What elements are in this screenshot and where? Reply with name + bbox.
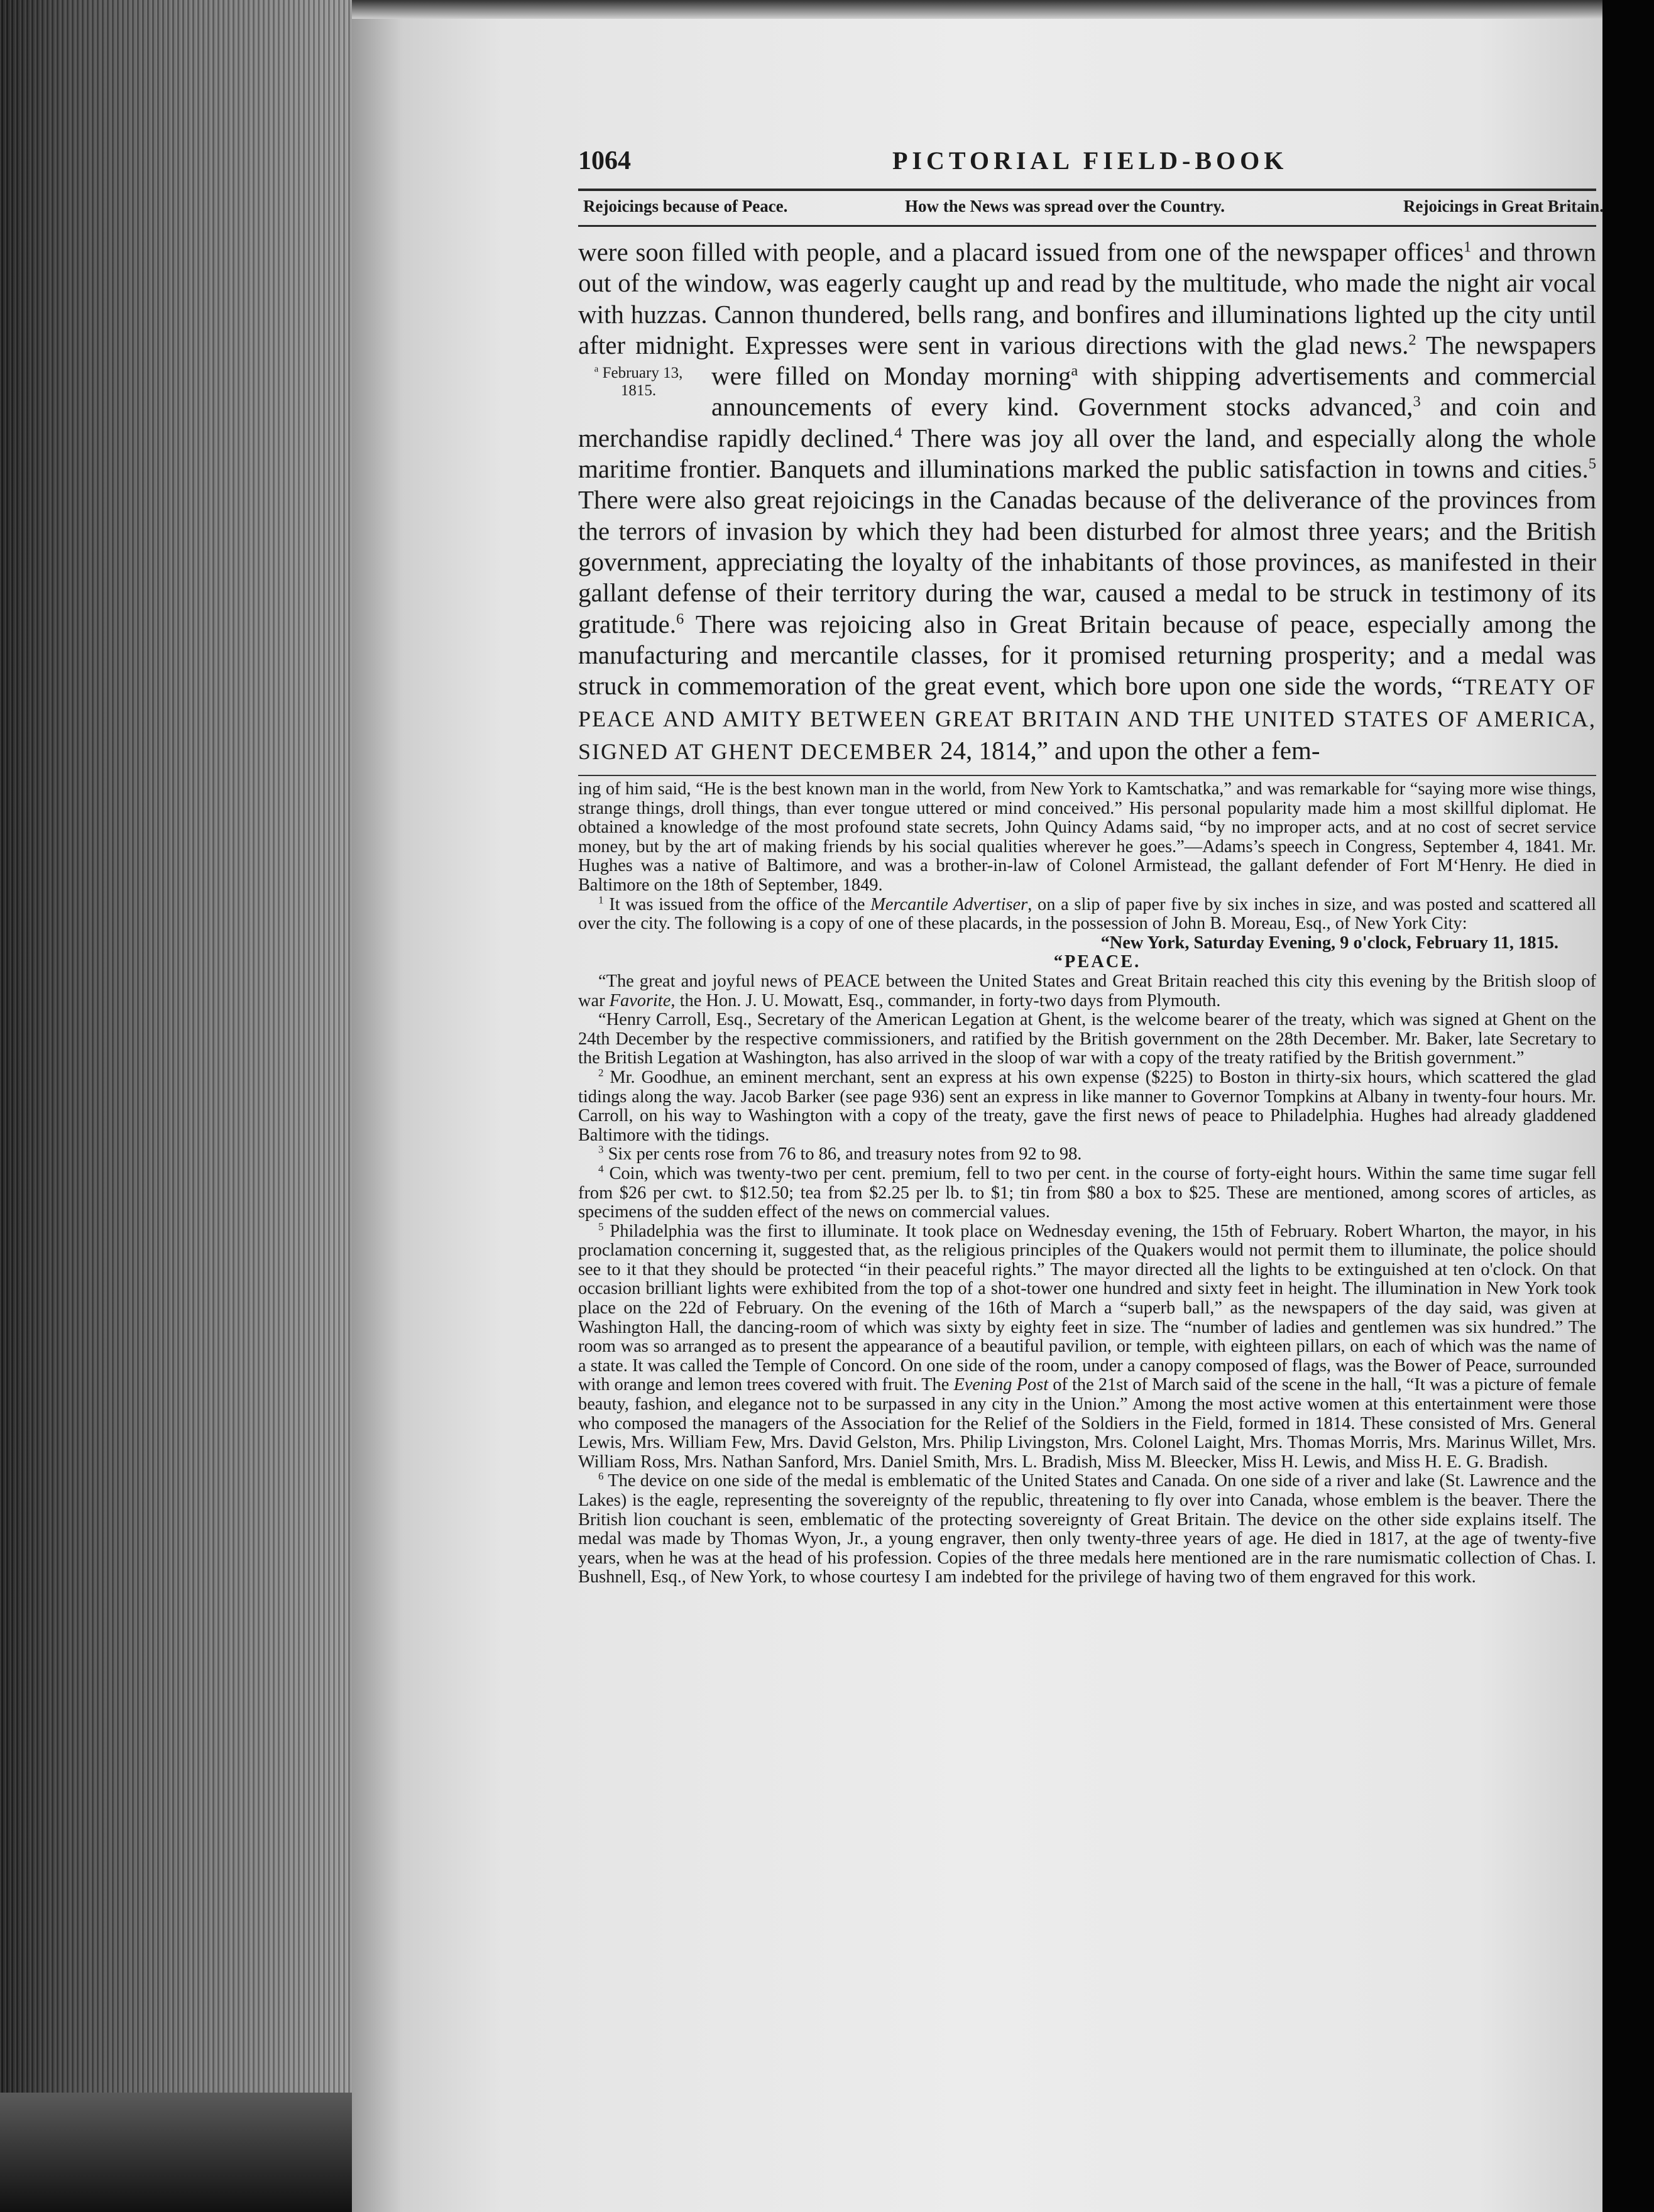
placard-date: “New York, Saturday Evening, 9 o'clock, February 11, 1815.	[1100, 933, 1558, 953]
top-shadow	[352, 0, 1602, 19]
footnote-5: $^5$ Philadelphia was the first to illuminate. It took place on Wednesday evening, the 15th of February. Robert Wharton, the mayor, in his proclamation concerning it, suggested that, as the religious principles of the Quakers would not permit them to illuminate, the police should see to it that they should be protected “in their peaceful rights.” The mayor directed all the lights to be extinguished at ten o'clock. On that occasion brilliant lights were exhibited from the top of a shot-tower one hundred and sixty feet in height. The illumination in New York took place on the 22d of February. On the evening of the 16th of March a “superb ball,” as the newspapers of the day said, was given at Washington Hall, the dancing-room of which was sixty by eighty feet in size. The “number of ladies and gentlemen was six hundred.” The room was so arranged as to present the appearance of a beautiful pavilion, or temple, with eighteen pillars, on each of which was the name of a state. It was called the Temple of Concord. On one side of the room, under a canopy composed of flags, was the Bower of Peace, surrounded with orange and lemon trees covered with fruit. The Evening Post of the 21st of March said of the scene in the hall, “It was a picture of female beauty, fashion, and elegance not to be surpassed in any city in the Union.” Among the most active women at this entertainment were those who composed the managers of the Association for the Relief of the Soldiers in the Field, formed in 1814. These consisted of Mrs. General Lewis, Mrs. William Few, Mrs. David Gelston, Mrs. Philip Livingston, Mrs. Colonel Laight, Mrs. Thomas Morris, Mrs. Marinus Willet, Mrs. William Ross, Mrs. Nathan Sanford, Mrs. Daniel Smith, Mrs. L. Bradish, Miss M. Bleecker, Miss H. Lewis, and Miss H. E. G. Bradish.	[578, 1220, 1596, 1472]
headline-right: Rejoicings in Great Britain.	[1403, 197, 1604, 216]
page-number: 1064	[578, 146, 631, 175]
headline-center: How the News was spread over the Country.	[905, 197, 1225, 216]
page-content	[578, 146, 1604, 1587]
footnote-4: $^4$ Coin, which was twenty-two per cent. premium, fell to two per cent. in the course of forty-eight hours. Within the same time sugar fell from $26 per cwt. to $12.50; tea from $2.25 per lb. to $1; tin from $80 a box to $25. These are mentioned, among scores of articles, as specimens of the sudden effect of the news on commercial values.	[578, 1163, 1596, 1222]
headline-bar	[578, 189, 1604, 227]
main-text	[578, 237, 1596, 767]
footnote-1: $^1$ It was issued from the office of the Mercantile Advertiser, on a slip of paper five by six inches in size, and was posted and scattered all over the city. The following is a copy of one of these placards, in the possession of John B. Moreau, Esq., of New York City:	[578, 894, 1597, 934]
book-page-edges	[0, 0, 352, 2212]
page-header	[578, 146, 1596, 183]
footnote-continuation: ing of him said, “He is the best known man in the world, from New York to Kamtschatka,” and was remarkable for “saying more wise things, strange things, droll things, than ever tongue uttered or mind conceived.” His personal popularity made him a most skillful diplomat. He obtained a knowledge of the most profound state secrets, John Quincy Adams said, “by no improper acts, and at no cost of secret service money, but by the art of making friends by his social qualities wherever he goes.”—Adams’s speech in Congress, September 4, 1841. Mr. Hughes was a native of Baltimore, and was a brother-in-law of Colonel Armistead, the gallant defender of Fort M‘Henry. He died in Baltimore on the 18th of September, 1849.	[578, 779, 1596, 895]
placard-paragraph-1: “The great and joyful news of PEACE between the United States and Great Britain reached this city this evening by the British sloop of war Favorite, the Hon. J. U. Mowatt, Esq., commander, in forty-two days from Plymouth.	[578, 971, 1596, 1010]
medal-inscription: TREATY OF PEACE AND AMITY BETWEEN GREAT BRITAIN AND THE UNITED STATES OF AMERICA, SIGNED AT GHENT DECEMBER	[578, 674, 1597, 764]
footnote-rule	[578, 775, 1596, 776]
running-title: PICTORIAL FIELD-BOOK	[892, 146, 1288, 175]
placard-heading: “PEACE.	[1053, 952, 1141, 972]
footnotes	[578, 780, 1596, 1587]
main-paragraph: were soon filled with people, and a placard issued from one of the newspaper offices$^1$ and thrown out of the window, was eagerly caught up and read by the multitude, who made the night air vocal with huzzas. Cannon thundered, bells rang, and bonfires and illuminations lighted up the city until after midnight. Expresses were sent in various directions with the glad news.$^2$ The newspapers were filled on Monday morning $^a$ February 13, 1815. $^a$ with shipping advertisements and commercial announcements of every kind. Government stocks advanced,$^3$ and coin and merchandise rapidly declined.$^4$ There was joy all over the land, and especially along the whole maritime frontier. Banquets and illuminations marked the public satisfaction in towns and cities.$^5$ There were also great rejoicings in the Canadas because of the deliverance of the provinces from the terrors of invasion by which they had been disturbed for almost three years; and the British government, appreciating the loyalty of the inhabitants of those provinces, as manifested in their gallant defense of their territory during the war, caused a medal to be struck in testimony of its gratitude.$^6$ There was rejoicing also in Great Britain because of peace, especially among the manufacturing and mercantile classes, for it promised returning prosperity; and a medal was struck in commemoration of the great event, which bore upon one side the words, “TREATY OF PEACE AND AMITY BETWEEN GREAT BRITAIN AND THE UNITED STATES OF AMERICA, SIGNED AT GHENT DECEMBER 24, 1814,” and upon the other a fem-	[578, 237, 1596, 767]
footnote-6: $^6$ The device on one side of the medal is emblematic of the United States and Canada. On one side of a river and lake (St. Lawrence and the Lakes) is the eagle, representing the sovereignty of the republic, threatening to fly over into Canada, whose emblem is the beaver. There the British lion couchant is seen, emblematic of the protecting sovereignty of Great Britain. The device on the other side explains itself. The medal was made by Thomas Wyon, Jr., a young engraver, then only twenty-three years of age. He died in 1817, at the age of twenty-five years, when he was at the head of his profession. Copies of the three medals here mentioned are in the rare numismatic collection of Chas. I. Bushnell, Esq., of New York, to whose courtesy I am indebted for the privilege of having two of them engraved for this work.	[578, 1470, 1596, 1587]
right-background	[1602, 0, 1654, 2212]
footnote-2: $^2$ Mr. Goodhue, an eminent merchant, sent an express at his own expense ($225) to Boston in thirty-six hours, which scattered the glad tidings along the way. Jacob Barker (see page 936) sent an express in like manner to Governor Tompkins at Albany in twenty-four hours. Mr. Carroll, on his way to Washington with a copy of the treaty, gave the first news of peace to Philadelphia. Hughes had already gladdened Baltimore with the tidings.	[578, 1066, 1596, 1145]
footnote-3: $^3$ Six per cents rose from 76 to 86, and treasury notes from 92 to 98.	[598, 1143, 1082, 1164]
placard-paragraph-2: “Henry Carroll, Esq., Secretary of the American Legation at Ghent, is the welcome bearer of the treaty, which was signed at Ghent on the 24th December by the respective commissioners, and ratified by the British government on the 28th December. Mr. Baker, late Secretary to the British Legation at Washington, has also arrived in the sloop of war with a copy of the treaty ratified by the British government.”	[578, 1010, 1596, 1068]
headline-left: Rejoicings because of Peace.	[583, 197, 788, 216]
book-cover-bottom	[0, 2093, 352, 2212]
margin-date-note: $^a$ February 13, 1815.	[594, 364, 683, 400]
